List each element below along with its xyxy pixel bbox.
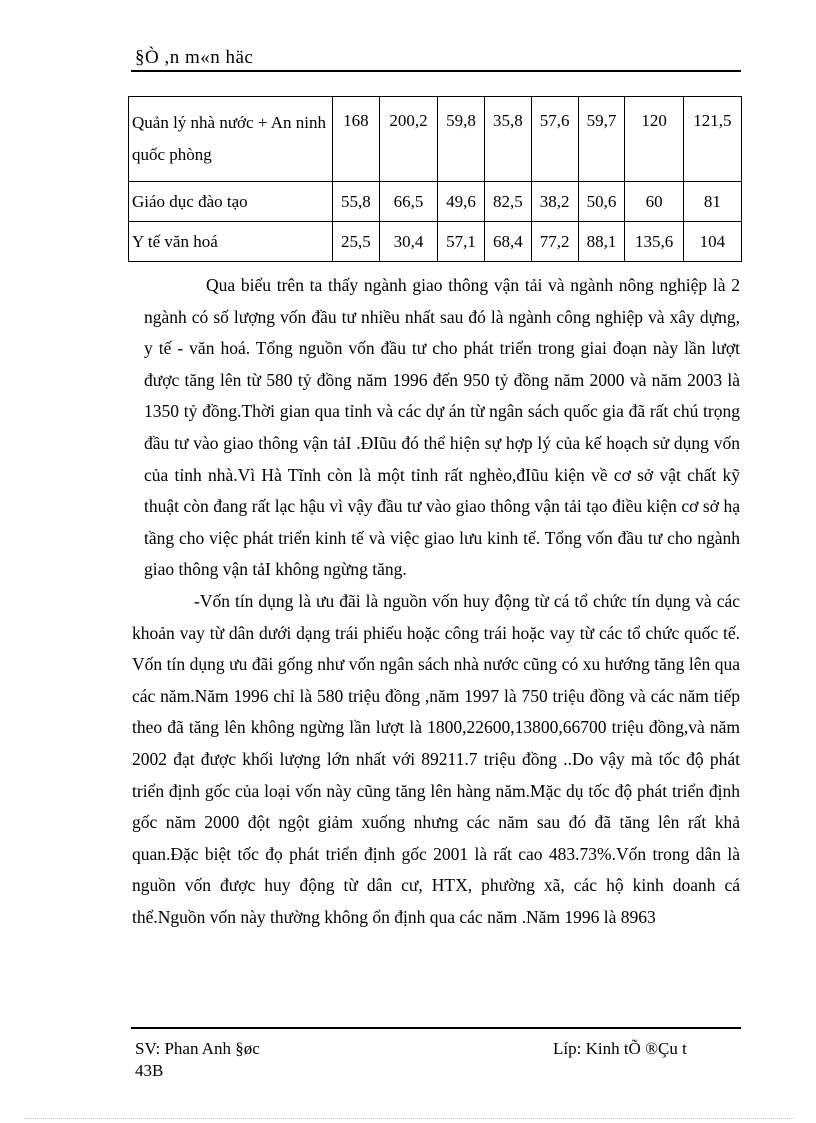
table-cell: 30,4 [379, 222, 437, 262]
table-cell: 77,2 [531, 222, 578, 262]
table-cell: 25,5 [333, 222, 380, 262]
table-cell: 57,1 [438, 222, 485, 262]
paragraph-text: -Vốn tín dụng là ưu đãi là nguồn vốn huy động từ cá tổ chức tín dụng và các khoản vay từ dân dưới dạng trái phiếu hoặc công trái hoặc vay từ các tổ chức quốc tế. Vốn tín dụng ưu đãi gống như vốn ngân sách nhà nước cũng có xu hướng tăng lên qua các năm.Năm 1996 chỉ là 580 triệu đồng ,năm 1997 là 750 triệu đồng và các năm tiếp theo đã tăng lên không ngừng lần lượt là 1800,22600,13800,66700 triệu đồng,và năm 2002 đạt được khối lượng lớn nhất với 89211.7 triệu đồng ..Do vậy mà tốc độ phát triển định gốc của loại vốn này cũng tăng lên hàng năm.Mặc dụ tốc độ phát triển định gốc năm 2000 đột ngột giảm xuống nhưng các năm sau đó đã tăng lên rất khả quan.Đặc biệt tốc đọ phát triển định gốc 2001 là rất cao 483.73%.Vốn trong dân là nguồn vốn được huy động từ dân cư, HTX, phường xã, các hộ kinh doanh cá thể.Nguồn vốn này thường không ổn định qua các năm .Năm 1996 là 8963 [132, 590, 740, 927]
row-label: Y tế văn hoá [129, 222, 333, 262]
paragraph-text: Qua biểu trên ta thấy ngành giao thông vận tải và ngành nông nghiệp là 2 ngành có số lượng vốn đầu tư nhiều nhất sau đó là ngành công nghiệp và xây dựng, y tế - văn hoá. Tổng nguồn vốn đầu tư cho phát triển trong giai đoạn này lần lượt được tăng lên từ 580 tỷ đồng năm 1996 đến 950 tỷ đồng năm 2000 và năm 2003 là 1350 tỷ đồng.Thời gian qua tỉnh và các dự án từ ngân sách quốc gia đã rất chú trọng đầu tư vào giao thông vận tảI .ĐIũu đó thể hiện sự hợp lý của kế hoạch sử dụng vốn của tỉnh nhà.Vì Hà Tĩnh còn là một tỉnh rất nghèo,đIũu kiện về cơ sở vật chất kỹ thuật còn đang rất lạc hậu vì vậy đầu tư vào giao thông vận tải tạo điều kiện cơ sở hạ tầng cho việc phát triển kinh tế và việc giao lưu kinh tế. Tổng vốn đầu tư cho ngành giao thông vận tảI không ngừng tăng. [144, 275, 740, 580]
table-cell: 38,2 [531, 182, 578, 222]
table-cell: 49,6 [438, 182, 485, 222]
header-divider [131, 70, 741, 72]
paragraph [132, 270, 740, 586]
table-cell: 168 [333, 97, 380, 182]
student-name: SV: Phan Anh §øc [135, 1039, 260, 1058]
table-row [129, 222, 742, 262]
class-code: 43B [135, 1061, 164, 1080]
table-cell: 66,5 [379, 182, 437, 222]
table-cell: 135,6 [625, 222, 683, 262]
table-row [129, 182, 742, 222]
footer-class: Líp: Kinh tÕ ®Çu t [553, 1039, 687, 1058]
table-cell: 59,7 [578, 97, 625, 182]
table-cell: 35,8 [484, 97, 531, 182]
table-row [129, 97, 742, 182]
table-cell: 50,6 [578, 182, 625, 222]
table-cell: 55,8 [333, 182, 380, 222]
body-text [132, 270, 740, 933]
investment-table [128, 96, 742, 262]
table-cell: 200,2 [379, 97, 437, 182]
table-cell: 81 [683, 182, 741, 222]
row-label: Giáo dục đào tạo [129, 182, 333, 222]
table-cell: 68,4 [484, 222, 531, 262]
footer-divider [131, 1027, 741, 1029]
table-cell: 57,6 [531, 97, 578, 182]
row-label: Quản lý nhà nước + An ninh quốc phòng [129, 97, 333, 182]
table-cell: 82,5 [484, 182, 531, 222]
table-cell: 120 [625, 97, 683, 182]
table-cell: 59,8 [438, 97, 485, 182]
table-cell: 88,1 [578, 222, 625, 262]
page-header: §Ò ,n m«n häc [135, 47, 254, 68]
table-cell: 60 [625, 182, 683, 222]
paragraph [132, 586, 740, 934]
footer-student [135, 1038, 260, 1082]
page-boundary [24, 1118, 794, 1119]
table-cell: 104 [683, 222, 741, 262]
table-cell: 121,5 [683, 97, 741, 182]
